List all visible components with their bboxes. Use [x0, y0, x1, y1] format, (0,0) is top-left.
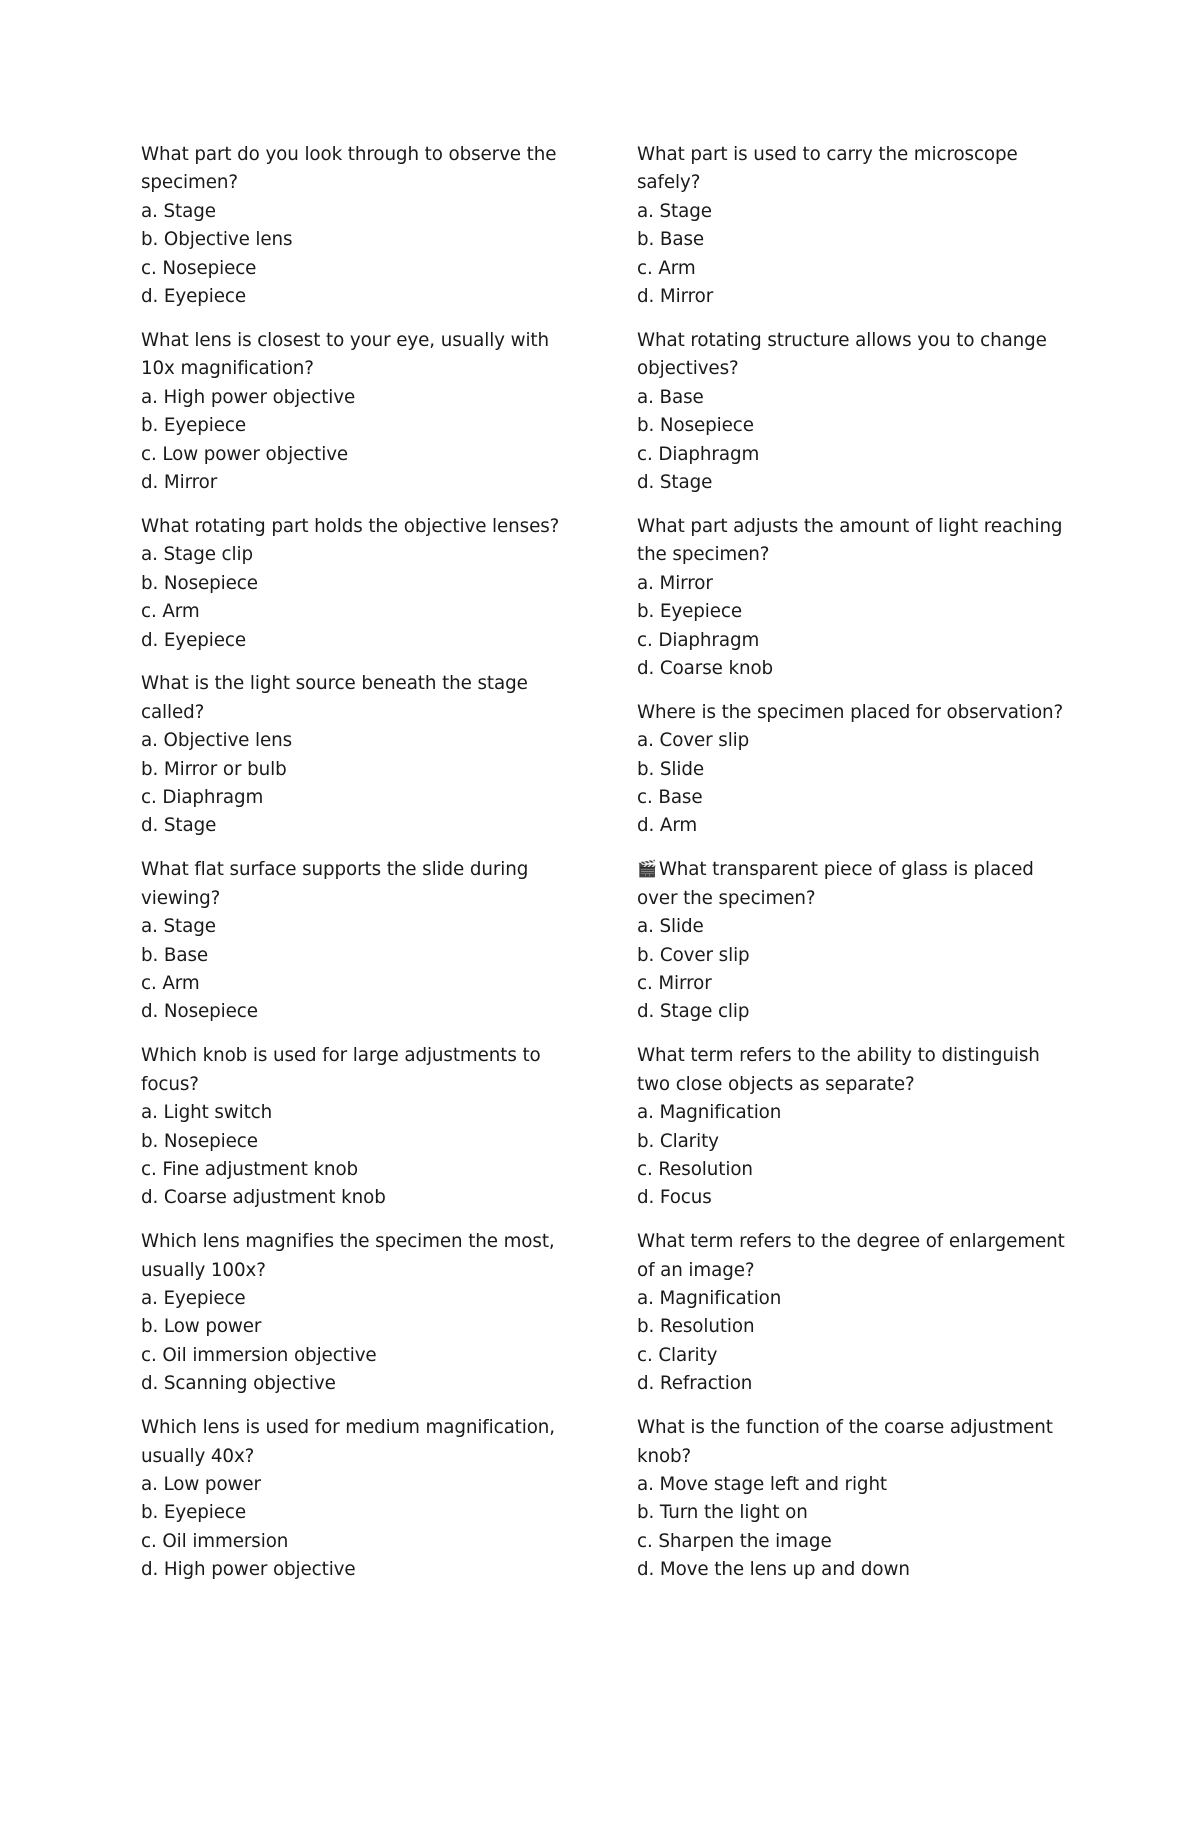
answer-option: d. Eyepiece	[141, 286, 246, 308]
answer-option: c. Diaphragm	[637, 629, 760, 651]
question-prompt-text: What lens is closest to your eye, usually with 10x magnification?	[141, 329, 549, 380]
answer-option: d. Stage	[141, 815, 217, 837]
answer-option: d. Mirror	[141, 471, 218, 493]
answer-option: b. Nosepiece	[141, 572, 258, 594]
question-prompt-text: What part do you look through to observe the specimen?	[141, 144, 557, 194]
answer-option: b. Resolution	[637, 1316, 755, 1338]
answer-option: b. Eyepiece	[141, 1502, 246, 1524]
answer-option: b. Nosepiece	[141, 1130, 258, 1152]
answer-option: d. Move the lens up and down	[637, 1559, 910, 1581]
answer-option: b. Eyepiece	[637, 601, 742, 623]
question-block	[637, 856, 1067, 1026]
answer-option: a. Slide	[637, 916, 704, 938]
question-prompt	[637, 327, 1067, 384]
answer-option: a. Stage	[637, 200, 712, 222]
answer-option: b. Mirror or bulb	[141, 758, 287, 780]
question-prompt-text: What part adjusts the amount of light reaching the specimen?	[637, 515, 1063, 566]
question-prompt	[637, 1414, 1067, 1471]
question-block	[141, 513, 571, 655]
answer-option: c. Oil immersion objective	[141, 1344, 377, 1366]
answer-option: a. Stage	[141, 916, 216, 938]
answer-option: b. Objective lens	[141, 229, 293, 251]
left-question-column	[141, 141, 571, 1600]
answer-option: d. Focus	[637, 1187, 712, 1209]
answer-option: c. Low power objective	[141, 443, 349, 465]
answer-option: b. Clarity	[637, 1130, 719, 1152]
answer-option: a. Magnification	[637, 1288, 782, 1310]
question-prompt-text: What is the function of the coarse adjustment knob?	[637, 1417, 1053, 1467]
question-prompt	[637, 1042, 1067, 1099]
answer-option: b. Slide	[637, 758, 705, 780]
question-prompt	[141, 1042, 571, 1099]
answer-option: a. Light switch	[141, 1102, 273, 1124]
right-question-column	[637, 141, 1067, 1600]
question-prompt	[141, 327, 571, 384]
question-prompt-text: What is the light source beneath the stage called?	[141, 673, 528, 723]
question-prompt-text: What rotating structure allows you to change objectives?	[637, 329, 1047, 380]
answer-option: a. Objective lens	[141, 730, 293, 752]
answer-option: c. Diaphragm	[141, 787, 264, 809]
question-prompt	[637, 141, 1067, 198]
question-prompt-text: What rotating part holds the objective lenses?	[141, 515, 560, 537]
answer-option: a. Base	[637, 386, 704, 408]
answer-option: d. Refraction	[637, 1373, 753, 1395]
answer-option: d. Mirror	[637, 286, 714, 308]
answer-option: b. Eyepiece	[141, 415, 246, 437]
question-block	[141, 670, 571, 840]
answer-option: b. Base	[637, 229, 705, 251]
answer-option: d. Scanning objective	[141, 1373, 336, 1395]
answer-option: d. Coarse knob	[637, 657, 774, 679]
question-prompt-text: Which lens is used for medium magnification, usually 40x?	[141, 1417, 555, 1467]
question-block	[637, 1414, 1067, 1584]
answer-option: c. Resolution	[637, 1158, 753, 1180]
question-prompt	[141, 1228, 571, 1285]
question-prompt	[141, 1414, 571, 1471]
answer-option: b. Low power	[141, 1316, 262, 1338]
question-prompt	[141, 513, 571, 541]
answer-option: c. Sharpen the image	[637, 1530, 832, 1552]
question-prompt-text: What term refers to the degree of enlargement of an image?	[637, 1231, 1065, 1281]
question-prompt	[637, 1228, 1067, 1285]
question-block	[637, 141, 1067, 311]
answer-option: c. Arm	[141, 601, 200, 623]
answer-option: c. Arm	[141, 972, 200, 994]
question-block	[141, 1414, 571, 1584]
question-block	[637, 1228, 1067, 1398]
question-block	[637, 513, 1067, 683]
answer-option: a. Low power	[141, 1473, 261, 1495]
answer-option: c. Fine adjustment knob	[141, 1158, 359, 1180]
answer-option: a. High power objective	[141, 386, 356, 408]
answer-option: d. High power objective	[141, 1559, 356, 1581]
question-prompt	[637, 513, 1067, 570]
question-block	[637, 1042, 1067, 1212]
question-prompt-text: Where is the specimen placed for observation?	[637, 701, 1064, 723]
answer-option: a. Magnification	[637, 1102, 782, 1124]
question-prompt-text: What term refers to the ability to distinguish two close objects as separate?	[637, 1045, 1040, 1095]
answer-option: c. Diaphragm	[637, 443, 760, 465]
answer-option: c. Clarity	[637, 1344, 718, 1366]
answer-option: b. Base	[141, 944, 209, 966]
clapperboard-icon: 🎬	[637, 859, 657, 879]
answer-option: d. Stage clip	[637, 1001, 750, 1023]
question-prompt-text: What transparent piece of glass is placed over the specimen?	[637, 859, 1034, 909]
answer-option: a. Mirror	[637, 572, 713, 594]
answer-option: c. Oil immersion	[141, 1530, 289, 1552]
answer-option: a. Move stage left and right	[637, 1473, 887, 1495]
question-prompt	[141, 141, 571, 198]
answer-option: d. Eyepiece	[141, 629, 246, 651]
question-prompt	[637, 856, 1067, 913]
answer-option: b. Turn the light on	[637, 1502, 808, 1524]
answer-option: a. Cover slip	[637, 730, 750, 752]
question-prompt	[637, 699, 1067, 727]
question-block	[141, 141, 571, 311]
question-prompt-text: What flat surface supports the slide during viewing?	[141, 859, 529, 909]
question-block	[141, 1228, 571, 1398]
answer-option: a. Stage	[141, 200, 216, 222]
answer-option: c. Arm	[637, 257, 696, 279]
question-prompt	[141, 670, 571, 727]
answer-option: c. Base	[637, 787, 703, 809]
answer-option: d. Coarse adjustment knob	[141, 1187, 386, 1209]
answer-option: b. Cover slip	[637, 944, 750, 966]
question-prompt	[141, 856, 571, 913]
answer-option: c. Nosepiece	[141, 257, 257, 279]
answer-option: a. Stage clip	[141, 544, 253, 566]
question-block	[637, 327, 1067, 497]
answer-option: b. Nosepiece	[637, 415, 754, 437]
question-block	[141, 1042, 571, 1212]
question-block	[141, 327, 571, 497]
answer-option: c. Mirror	[637, 972, 712, 994]
question-prompt-text: What part is used to carry the microscope safely?	[637, 144, 1018, 194]
answer-option: a. Eyepiece	[141, 1288, 246, 1310]
question-block	[141, 856, 571, 1026]
question-prompt-text: Which knob is used for large adjustments to focus?	[141, 1045, 541, 1095]
question-block	[637, 699, 1067, 841]
answer-option: d. Stage	[637, 471, 713, 493]
question-prompt-text: Which lens magnifies the specimen the most, usually 100x?	[141, 1231, 555, 1281]
answer-option: d. Arm	[637, 815, 698, 837]
answer-option: d. Nosepiece	[141, 1001, 258, 1023]
